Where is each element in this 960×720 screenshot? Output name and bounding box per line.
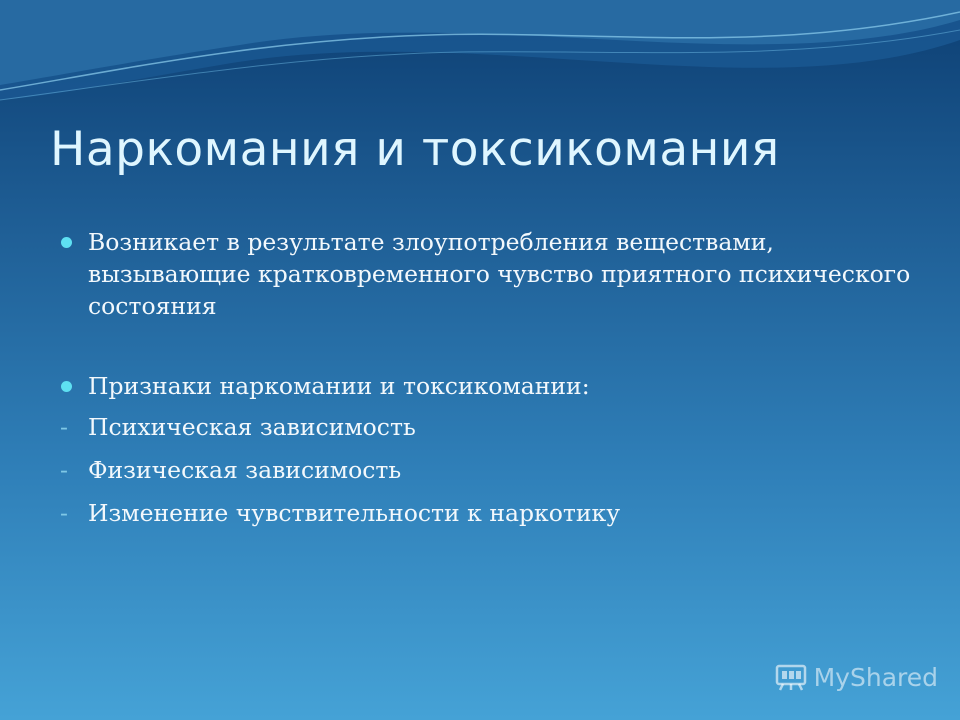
sub-list-item — [58, 454, 918, 486]
sub-list-item — [58, 497, 918, 529]
watermark-text: MyShared — [813, 662, 938, 692]
bullet-dot-icon — [61, 381, 72, 392]
watermark — [774, 662, 938, 692]
dash-marker: - — [60, 499, 68, 527]
bullet-dot-icon — [61, 237, 72, 248]
bullet-item — [58, 226, 918, 322]
slide-content — [58, 226, 918, 529]
sub-list-text: Физическая зависимость — [88, 456, 402, 484]
sub-list-item — [58, 411, 918, 443]
sub-list-text: Изменение чувствительности к наркотику — [88, 499, 621, 527]
bullet-text: Признаки наркомании и токсикомании: — [88, 372, 590, 400]
bullet-item — [58, 370, 918, 402]
sub-list-text: Психическая зависимость — [88, 413, 416, 441]
bullet-text: Возникает в результате злоупотребления веществами, вызывающие кратковременного чувство приятного психического состояния — [88, 228, 911, 320]
decorative-wave — [0, 0, 960, 130]
dash-marker: - — [60, 413, 68, 441]
slide-title: Наркомания и токсикомания — [50, 122, 780, 177]
dash-marker: - — [60, 456, 68, 484]
myshared-logo-icon — [774, 662, 808, 692]
